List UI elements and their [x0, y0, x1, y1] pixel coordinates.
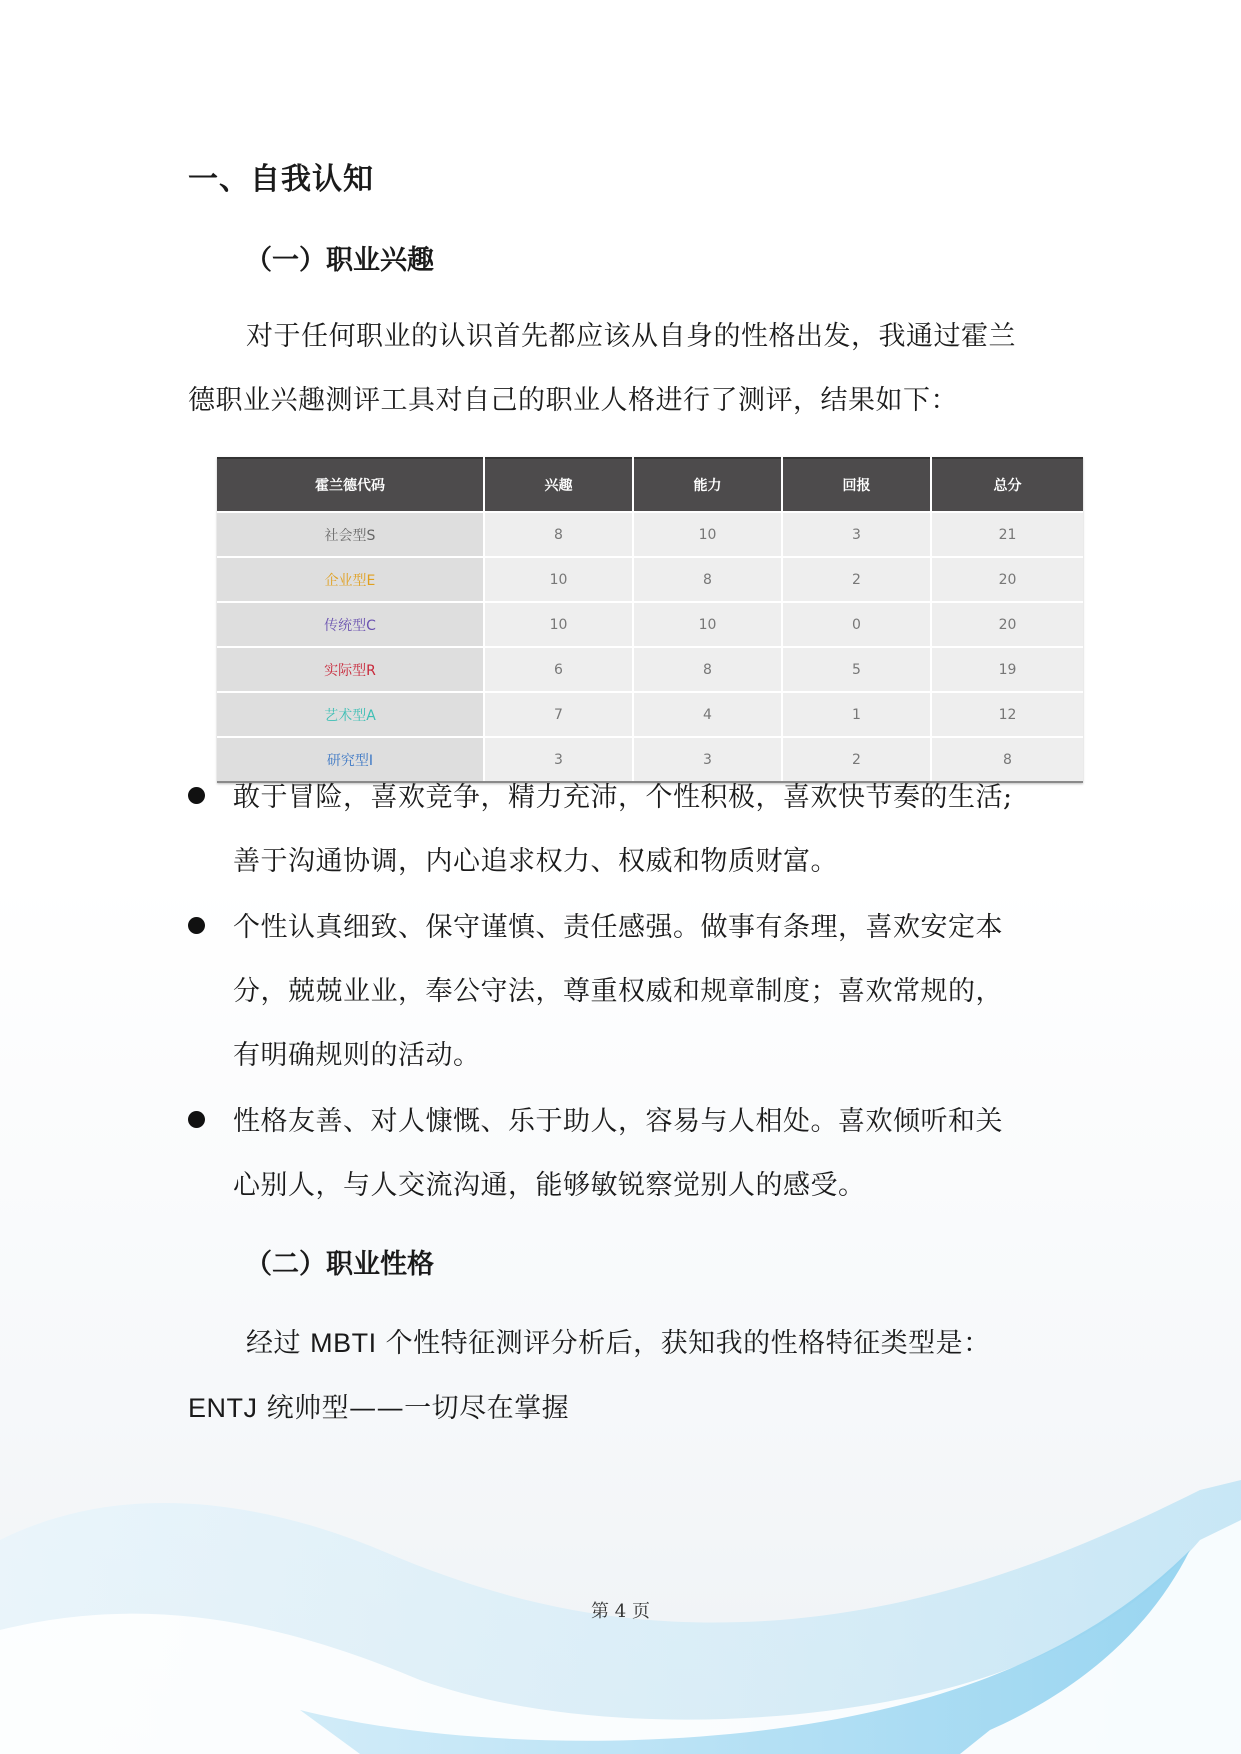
type-cell: 艺术型A: [217, 692, 484, 737]
table-row: [217, 557, 1083, 602]
entj-term: ENTJ: [188, 1393, 258, 1423]
interest-cell: 8: [484, 512, 633, 557]
ability-cell: 8: [633, 647, 782, 692]
total-cell: 8: [931, 737, 1083, 782]
table-header: 回报: [782, 458, 931, 512]
bullet-line: 敢于冒险，喜欢竞争，精力充沛，个性积极，喜欢快节奏的生活;: [233, 782, 1013, 813]
total-cell: 12: [931, 692, 1083, 737]
bullet-line: 个性认真细致、保守谨慎、责任感强。做事有条理，喜欢安定本: [233, 912, 1003, 943]
intro-line-2: 德职业兴趣测评工具对自己的职业人格进行了测评，结果如下：: [188, 385, 958, 416]
type-cell: 研究型I: [217, 737, 484, 782]
type-cell: 传统型C: [217, 602, 484, 647]
total-cell: 21: [931, 512, 1083, 557]
reward-cell: 1: [782, 692, 931, 737]
table-header: 兴趣: [484, 458, 633, 512]
reward-cell: 3: [782, 512, 931, 557]
table-header-row: [217, 458, 1083, 512]
table-row: [217, 692, 1083, 737]
table-row: [217, 512, 1083, 557]
bullet-line: 心别人，与人交流沟通，能够敏锐察觉别人的感受。: [233, 1170, 866, 1201]
ability-cell: 8: [633, 557, 782, 602]
bullet-dot-icon: [188, 1111, 205, 1128]
heading-self-awareness: 一、自我认知: [188, 162, 374, 197]
intro-paragraph: [188, 305, 1056, 433]
interest-cell: 3: [484, 737, 633, 782]
type-cell: 社会型S: [217, 512, 484, 557]
table-row: [217, 647, 1083, 692]
intro-line-1: 对于任何职业的认识首先都应该从自身的性格出发，我通过霍兰: [246, 321, 1016, 352]
holland-code-table: [217, 457, 1083, 783]
table-header: 总分: [931, 458, 1083, 512]
bullet-dot-icon: [188, 787, 205, 804]
type-cell: 企业型E: [217, 557, 484, 602]
page-number: 第 4 页: [591, 1601, 650, 1622]
reward-cell: 2: [782, 737, 931, 782]
ability-cell: 10: [633, 602, 782, 647]
table-header: 能力: [633, 458, 782, 512]
interest-cell: 10: [484, 602, 633, 647]
bullet-line: 有明确规则的活动。: [233, 1040, 481, 1071]
interest-cell: 7: [484, 692, 633, 737]
reward-cell: 5: [782, 647, 931, 692]
table-header: 霍兰德代码: [217, 458, 484, 512]
total-cell: 20: [931, 557, 1083, 602]
entj-description: 统帅型——一切尽在掌握: [257, 1393, 570, 1424]
ability-cell: 10: [633, 512, 782, 557]
mbti-text: 个性特征测评分析后，获知我的性格特征类型是：: [376, 1328, 991, 1359]
table-row: [217, 602, 1083, 647]
bullet-line: 善于沟通协调，内心追求权力、权威和物质财富。: [233, 846, 838, 877]
total-cell: 20: [931, 602, 1083, 647]
section-title-career-personality: （二）职业性格: [245, 1249, 434, 1280]
section-title-career-interest: （一）职业兴趣: [245, 245, 434, 276]
bullet-line: 性格友善、对人慷慨、乐于助人，容易与人相处。喜欢倾听和关: [233, 1106, 1003, 1137]
bullet-line: 分，兢兢业业，奉公守法，尊重权威和规章制度；喜欢常规的，: [233, 976, 1003, 1007]
ability-cell: 4: [633, 692, 782, 737]
bullet-dot-icon: [188, 917, 205, 934]
reward-cell: 2: [782, 557, 931, 602]
interest-cell: 10: [484, 557, 633, 602]
interest-cell: 6: [484, 647, 633, 692]
type-cell: 实际型R: [217, 647, 484, 692]
reward-cell: 0: [782, 602, 931, 647]
ability-cell: 3: [633, 737, 782, 782]
mbti-term: MBTI: [310, 1328, 377, 1358]
mbti-text: 经过: [246, 1328, 311, 1359]
total-cell: 19: [931, 647, 1083, 692]
mbti-paragraph: [188, 1311, 1056, 1441]
